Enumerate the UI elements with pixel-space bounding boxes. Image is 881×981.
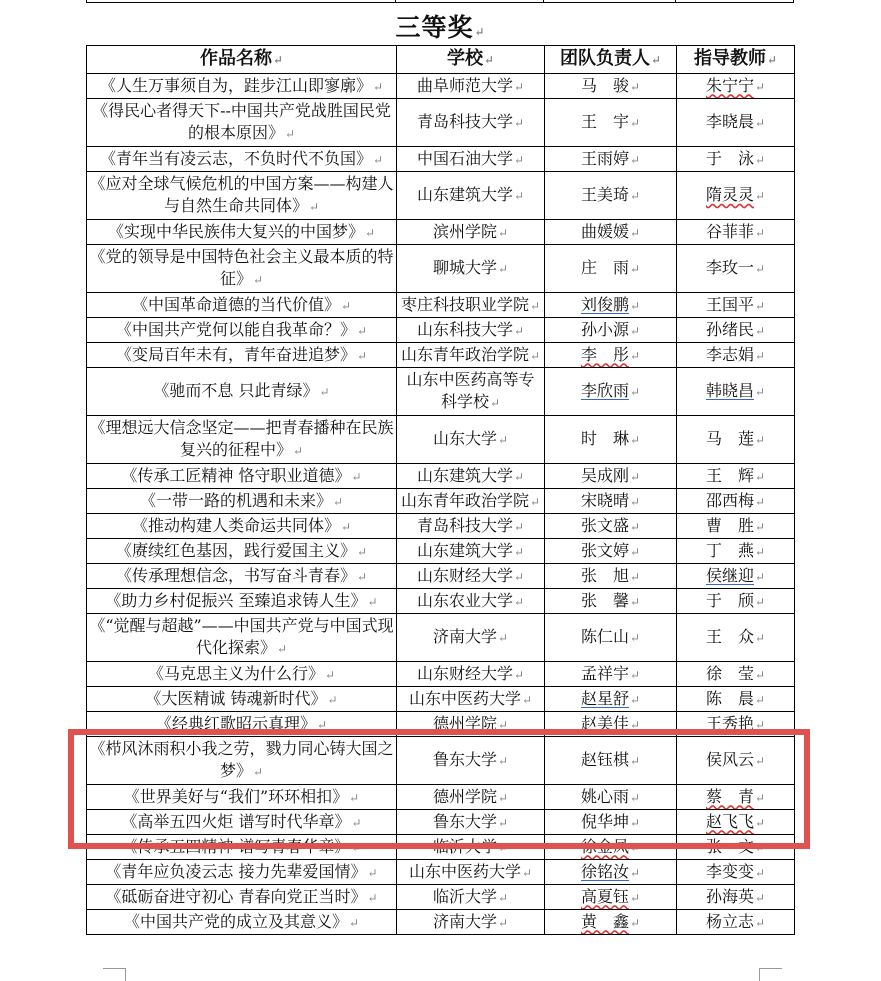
- row-work: 《中国共产党何以能自我革命？》↵: [87, 318, 397, 343]
- row-work: 《一带一路的机遇和未来》↵: [87, 489, 397, 514]
- row-work: 《推动构建人类命运共同体》↵: [87, 514, 397, 539]
- row-school: 山东建筑大学↵: [397, 464, 545, 489]
- row-school: 山东青年政治学院↵: [397, 489, 545, 514]
- row-school: 山东财经大学↵: [397, 662, 545, 687]
- row-teacher: 李玫一↵: [677, 245, 795, 293]
- table-row: [87, 489, 795, 514]
- table-row: [87, 245, 795, 293]
- row-work: 《传承理想信念，书写奋斗青春》↵: [87, 564, 397, 589]
- row-teacher: 李晓晨↵: [677, 99, 795, 147]
- header-leader: 团队负责人↵: [545, 46, 677, 74]
- table-row: [87, 860, 795, 885]
- table-row: [87, 464, 795, 489]
- row-teacher: 李志娟↵: [677, 343, 795, 368]
- row-school: 山东大学↵: [397, 416, 545, 464]
- row-work: 《赓续红色基因，践行爱国主义》↵: [87, 539, 397, 564]
- row-leader: 王 宇↵: [545, 99, 677, 147]
- row-leader: 孙小源↵: [545, 318, 677, 343]
- row-work: 《传承五四精神 谱写青春华章》↵: [87, 835, 397, 860]
- row-school: 青岛科技大学↵: [397, 514, 545, 539]
- row-school: 曲阜师范大学↵: [397, 74, 545, 99]
- row-school: 山东建筑大学↵: [397, 172, 545, 220]
- row-leader: 庄 雨↵: [545, 245, 677, 293]
- row-school: 济南大学↵: [397, 614, 545, 662]
- row-school: 德州学院↵: [397, 712, 545, 737]
- row-work: 《世界美好与“我们”环环相扣》↵: [87, 785, 397, 810]
- page-corner-mark-right: [759, 968, 782, 981]
- row-work: 《变局百年未有，青年奋进追梦》↵: [87, 343, 397, 368]
- row-work: 《中国共产党的成立及其意义》↵: [87, 910, 397, 935]
- row-work: 《应对全球气候危机的中国方案——构建人与自然生命共同体》↵: [87, 172, 397, 220]
- row-work: 《砥砺奋进守初心 青春向党正当时》↵: [87, 885, 397, 910]
- row-teacher: 陈 晨↵: [677, 687, 795, 712]
- row-school: 山东中医药高等专科学校↵: [397, 368, 545, 416]
- row-leader: 徐金凤↵: [545, 835, 677, 860]
- row-teacher: 曹 胜↵: [677, 514, 795, 539]
- awards-table: [86, 45, 795, 935]
- row-school: 临沂大学↵: [397, 885, 545, 910]
- row-teacher: 韩晓昌↵: [677, 368, 795, 416]
- table-row: [87, 614, 795, 662]
- table-row: [87, 785, 795, 810]
- row-leader: 陈仁山↵: [545, 614, 677, 662]
- row-school: 山东科技大学↵: [397, 318, 545, 343]
- table-row: [87, 416, 795, 464]
- row-work: 《栉风沐雨积小我之劳，戮力同心铸大国之梦》↵: [87, 737, 397, 785]
- row-teacher: 徐 莹↵: [677, 662, 795, 687]
- row-leader: 曲媛媛↵: [545, 220, 677, 245]
- row-teacher: 孙绪民↵: [677, 318, 795, 343]
- row-school: 鲁东大学↵: [397, 737, 545, 785]
- row-leader: 姚心雨↵: [545, 785, 677, 810]
- row-teacher: 朱宁宁↵: [677, 74, 795, 99]
- row-school: 山东中医药大学↵: [397, 860, 545, 885]
- row-leader: 张 馨↵: [545, 589, 677, 614]
- row-leader: 时 琳↵: [545, 416, 677, 464]
- row-work: 《青年当有凌云志，不负时代不负国》↵: [87, 147, 397, 172]
- row-teacher: 丁 燕↵: [677, 539, 795, 564]
- row-leader: 王雨婷↵: [545, 147, 677, 172]
- row-leader: 倪华坤↵: [545, 810, 677, 835]
- row-school: 济南大学↵: [397, 910, 545, 935]
- table-row: [87, 293, 795, 318]
- row-school: 山东中医药大学↵: [397, 687, 545, 712]
- row-teacher: 王秀艳↵: [677, 712, 795, 737]
- previous-table-edge: [86, 0, 794, 3]
- table-row: [87, 368, 795, 416]
- row-work: 《实现中华民族伟大复兴的中国梦》↵: [87, 220, 397, 245]
- row-work: 《传承工匠精神 恪守职业道德》↵: [87, 464, 397, 489]
- row-school: 中国石油大学↵: [397, 147, 545, 172]
- row-leader: 张文婷↵: [545, 539, 677, 564]
- row-leader: 赵美佳↵: [545, 712, 677, 737]
- table-row: [87, 514, 795, 539]
- row-leader: 王美琦↵: [545, 172, 677, 220]
- row-school: 鲁东大学↵: [397, 810, 545, 835]
- table-row: [87, 220, 795, 245]
- table-row: [87, 343, 795, 368]
- row-school: 青岛科技大学↵: [397, 99, 545, 147]
- row-leader: 张文盛↵: [545, 514, 677, 539]
- table-row: [87, 589, 795, 614]
- row-teacher: 杨立志↵: [677, 910, 795, 935]
- page-corner-mark-left: [103, 968, 126, 981]
- row-school: 滨州学院↵: [397, 220, 545, 245]
- row-teacher: 王 辉↵: [677, 464, 795, 489]
- table-row: [87, 564, 795, 589]
- row-work: 《中国革命道德的当代价值》↵: [87, 293, 397, 318]
- row-teacher: 于 泳↵: [677, 147, 795, 172]
- row-leader: 徐铭汝↵: [545, 860, 677, 885]
- row-teacher: 邵西梅↵: [677, 489, 795, 514]
- row-school: 山东建筑大学↵: [397, 539, 545, 564]
- row-leader: 宋晓晴↵: [545, 489, 677, 514]
- row-work: 《大医精诚 铸魂新时代》↵: [87, 687, 397, 712]
- table-row: [87, 737, 795, 785]
- table-body: [87, 74, 795, 935]
- row-work: 《青年应负凌云志 接力先辈爱国情》↵: [87, 860, 397, 885]
- row-work: 《高举五四火炬 谱写时代华章》↵: [87, 810, 397, 835]
- table-row: [87, 810, 795, 835]
- row-work: 《人生万事须自为，跬步江山即寥廓》↵: [87, 74, 397, 99]
- row-teacher: 王国平↵: [677, 293, 795, 318]
- row-school: 山东青年政治学院↵: [397, 343, 545, 368]
- row-school: 临沂大学↵: [397, 835, 545, 860]
- table-row: [87, 318, 795, 343]
- header-row: [87, 46, 795, 74]
- row-leader: 马 骏↵: [545, 74, 677, 99]
- table-row: [87, 662, 795, 687]
- row-school: 山东农业大学↵: [397, 589, 545, 614]
- row-school: 山东财经大学↵: [397, 564, 545, 589]
- row-teacher: 王 众↵: [677, 614, 795, 662]
- row-school: 聊城大学↵: [397, 245, 545, 293]
- row-work: 《经典红歌昭示真理》↵: [87, 712, 397, 737]
- row-school: 德州学院↵: [397, 785, 545, 810]
- header-school: 学校↵: [397, 46, 545, 74]
- table-row: [87, 910, 795, 935]
- row-work: 《“觉醒与超越”——中国共产党与中国式现代化探索》↵: [87, 614, 397, 662]
- paragraph-mark: ↵: [474, 25, 486, 39]
- row-leader: 刘俊鹏↵: [545, 293, 677, 318]
- row-teacher: 谷菲菲↵: [677, 220, 795, 245]
- row-work: 《马克思主义为什么行》↵: [87, 662, 397, 687]
- row-teacher: 侯风云↵: [677, 737, 795, 785]
- page-title: [0, 8, 881, 44]
- row-leader: 张 旭↵: [545, 564, 677, 589]
- row-leader: 孟祥宇↵: [545, 662, 677, 687]
- title-text: 三等奖: [395, 13, 474, 42]
- header-teacher: 指导教师↵: [677, 46, 795, 74]
- table-row: [87, 885, 795, 910]
- row-work: 《驰而不息 只此青绿》↵: [87, 368, 397, 416]
- row-leader: 赵星舒↵: [545, 687, 677, 712]
- row-teacher: 李变变↵: [677, 860, 795, 885]
- row-teacher: 张 文↵: [677, 835, 795, 860]
- row-leader: 李欣雨↵: [545, 368, 677, 416]
- table-row: [87, 172, 795, 220]
- row-leader: 赵钰棋↵: [545, 737, 677, 785]
- header-work: 作品名称↵: [87, 46, 397, 74]
- row-school: 枣庄科技职业学院↵: [397, 293, 545, 318]
- table-row: [87, 712, 795, 737]
- row-teacher: 孙海英↵: [677, 885, 795, 910]
- row-leader: 吴成刚↵: [545, 464, 677, 489]
- row-leader: 黄 鑫↵: [545, 910, 677, 935]
- table-row: [87, 539, 795, 564]
- table-row: [87, 687, 795, 712]
- row-teacher: 赵飞飞↵: [677, 810, 795, 835]
- row-teacher: 侯继迎↵: [677, 564, 795, 589]
- row-work: 《理想远大信念坚定——把青春播种在民族复兴的征程中》↵: [87, 416, 397, 464]
- row-leader: 高夏钰↵: [545, 885, 677, 910]
- row-teacher: 于 颀↵: [677, 589, 795, 614]
- row-work: 《党的领导是中国特色社会主义最本质的特征》↵: [87, 245, 397, 293]
- row-leader: 李 彤↵: [545, 343, 677, 368]
- table-row: [87, 835, 795, 860]
- table-row: [87, 147, 795, 172]
- row-teacher: 隋灵灵↵: [677, 172, 795, 220]
- row-work: 《得民心者得天下--中国共产党战胜国民党的根本原因》↵: [87, 99, 397, 147]
- row-teacher: 蔡 青↵: [677, 785, 795, 810]
- row-work: 《助力乡村促振兴 至臻追求铸人生》↵: [87, 589, 397, 614]
- table-row: [87, 74, 795, 99]
- table-row: [87, 99, 795, 147]
- row-teacher: 马 莲↵: [677, 416, 795, 464]
